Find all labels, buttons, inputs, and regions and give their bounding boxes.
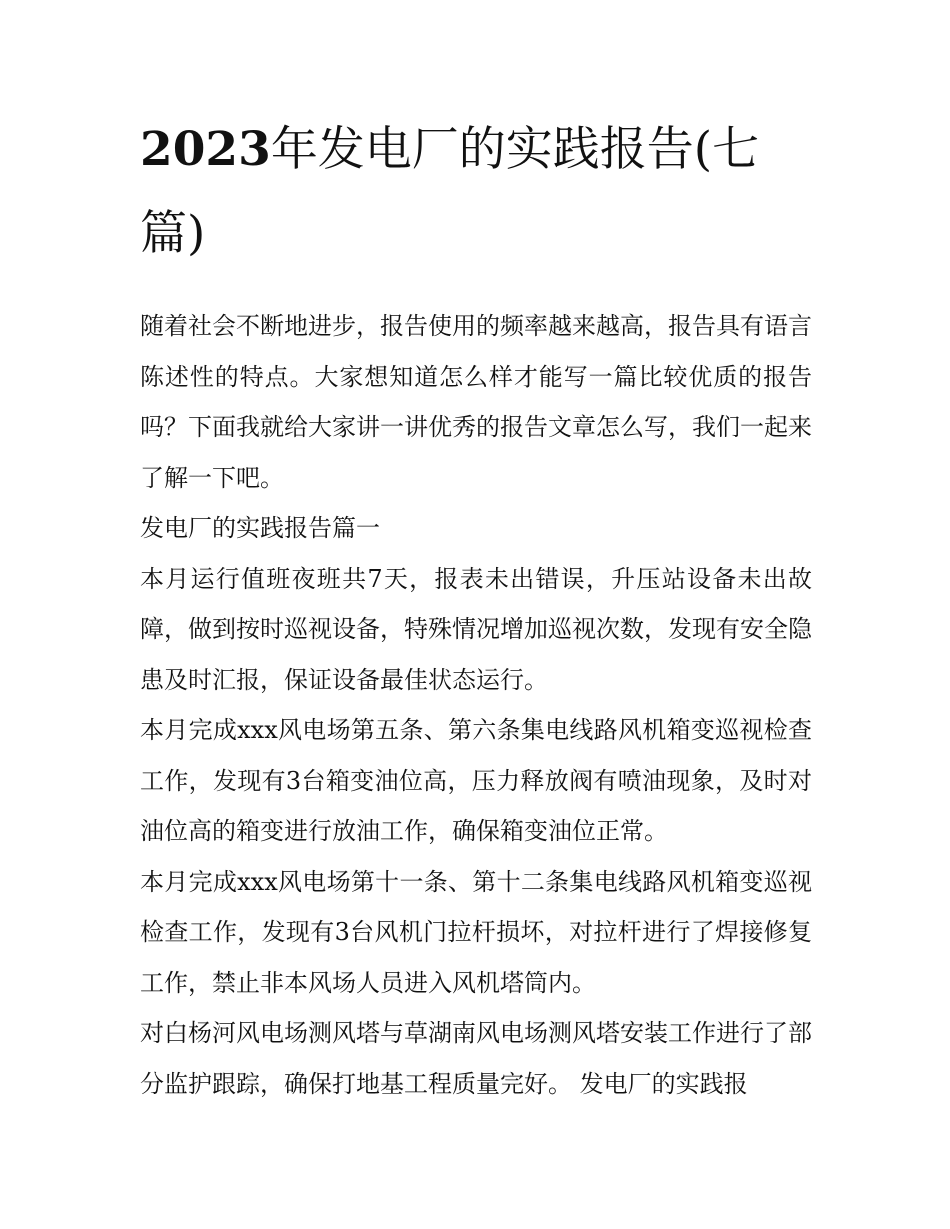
section-heading: 发电厂的实践报告篇一	[140, 514, 380, 542]
document-body	[140, 301, 812, 1109]
document-title	[140, 108, 812, 276]
document-content	[140, 108, 812, 1109]
document-title-text: 年发电厂的实践报告(七篇)	[140, 122, 760, 261]
intro-paragraph: 随着社会不断地进步，报告使用的频率越来越高，报告具有语言陈述性的特点。大家想知道怎么样才能写一篇比较优质的报告吗？下面我就给大家讲一讲优秀的报告文章怎么写，我们一起来了解一下吧。	[140, 312, 812, 492]
document-title-year: 2023	[140, 122, 271, 177]
body-paragraph: 本月完成xxx风电场第五条、第六条集电线路风机箱变巡视检查工作，发现有3台箱变油位高，压力释放阀有喷油现象，及时对油位高的箱变进行放油工作，确保箱变油位正常。	[140, 716, 812, 845]
body-paragraph: 对白杨河风电场测风塔与草湖南风电场测风塔安装工作进行了部分监护跟踪，确保打地基工程质量完好。 发电厂的实践报	[140, 1019, 812, 1098]
body-paragraph: 本月运行值班夜班共7天，报表未出错误，升压站设备未出故障，做到按时巡视设备，特殊情况增加巡视次数，发现有安全隐患及时汇报，保证设备最佳状态运行。	[140, 564, 812, 694]
body-paragraph: 本月完成xxx风电场第十一条、第十二条集电线路风机箱变巡视检查工作，发现有3台风机门拉杆损坏，对拉杆进行了焊接修复工作，禁止非本风场人员进入风机塔筒内。	[140, 867, 812, 997]
